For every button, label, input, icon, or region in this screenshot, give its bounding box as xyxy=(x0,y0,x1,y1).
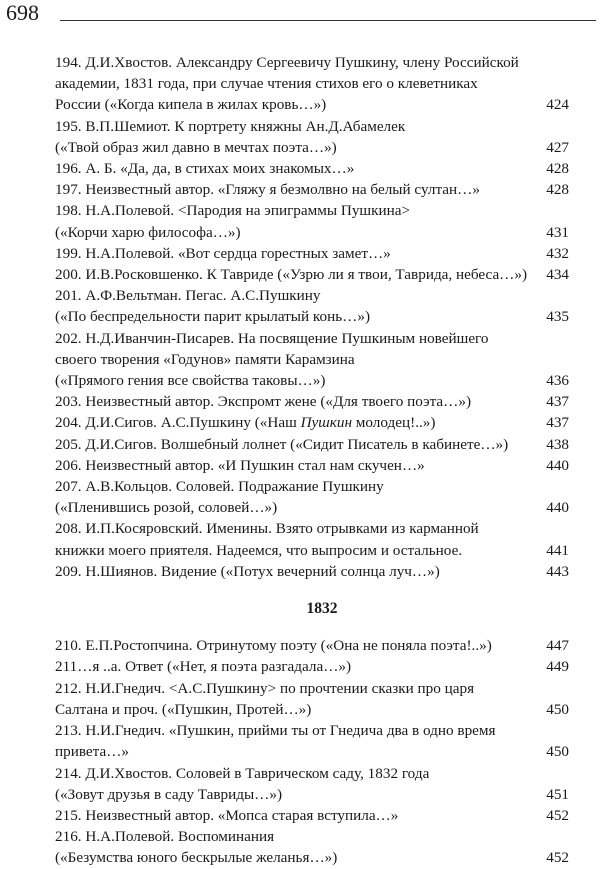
toc-entry xyxy=(55,179,569,200)
toc-entry-page-number: 441 xyxy=(546,541,569,559)
toc-entry xyxy=(55,200,569,242)
toc-entry-page-number: 432 xyxy=(546,244,569,262)
toc-entry-page-number: 434 xyxy=(546,266,569,284)
toc-entry xyxy=(55,391,569,412)
toc-entry-page-number: 440 xyxy=(546,499,569,517)
toc-entry-text: 216. Н.А.Полевой. Воспоминания xyxy=(55,828,275,846)
toc-entry-line xyxy=(55,635,569,656)
toc-entry xyxy=(55,264,569,285)
toc-entry-text: 207. А.В.Кольцов. Соловей. Подражание Пушкину xyxy=(55,478,384,496)
toc-entry-page-number: 424 xyxy=(546,96,569,114)
toc-entry-text: 202. Н.Д.Иванчин-Писарев. На посвящение Пушкиным новейшего xyxy=(55,329,489,347)
toc-entry-text-part: 204. Д.И.Сигов. А.С.Пушкину («Наш xyxy=(55,414,301,432)
toc-entry xyxy=(55,561,569,582)
toc-entry-line xyxy=(55,370,569,391)
toc-entry-text: 196. А. Б. «Да, да, в стихах моих знакомых…» xyxy=(55,160,355,178)
toc-entry-line xyxy=(55,518,569,539)
section-year-heading: 1832 xyxy=(306,600,338,618)
toc-entry-text: 195. В.П.Шемиот. К портрету княжны Ан.Д.Абамелек xyxy=(55,117,406,135)
toc-entry-text: 199. Н.А.Полевой. «Вот сердца горестных замет…» xyxy=(55,244,391,262)
toc-entry xyxy=(55,434,569,455)
toc-entry-text: своего творения «Годунов» памяти Карамзина xyxy=(55,350,355,368)
toc-entry-page-number: 436 xyxy=(546,372,569,390)
toc-entry-line xyxy=(55,741,569,762)
toc-entry-line xyxy=(55,328,569,349)
toc-entry-line xyxy=(55,200,569,221)
toc-entry-page-number: 428 xyxy=(546,160,569,178)
toc-entry-text: привета…» xyxy=(55,743,130,761)
toc-entry-line xyxy=(55,476,569,497)
toc-entry-line xyxy=(55,94,569,115)
toc-entry xyxy=(55,243,569,264)
toc-entry xyxy=(55,805,569,826)
toc-section-before xyxy=(55,52,569,582)
toc-entry xyxy=(55,158,569,179)
toc-entry-text: («Прямого гения все свойства таковы…») xyxy=(55,372,326,390)
toc-entry-text: книжки моего приятеля. Надеемся, что выпросим и остальное. xyxy=(55,541,463,559)
toc-entry-page-number: 443 xyxy=(546,562,569,580)
toc-entry-page-number: 437 xyxy=(546,393,569,411)
toc-entry-page-number: 450 xyxy=(546,743,569,761)
toc-entry-text-italic: Пушкин xyxy=(300,414,352,432)
toc-entry-text: 201. А.Ф.Вельтман. Пегас. А.С.Пушкину xyxy=(55,287,321,305)
toc-entry-text: 194. Д.И.Хвостов. Александру Сергеевичу Пушкину, члену Российской xyxy=(55,54,519,71)
toc-entry-line xyxy=(55,720,569,741)
toc-entry-text: («Корчи харю философа…») xyxy=(55,223,241,241)
toc-entry-text: («Безумства юного бескрылые желанья…») xyxy=(55,849,338,867)
toc-entry xyxy=(55,455,569,476)
toc-entry-page-number: 435 xyxy=(546,308,569,326)
toc-entry-page-number: 440 xyxy=(546,456,569,474)
table-of-contents xyxy=(55,52,569,869)
toc-entry-line xyxy=(55,412,569,433)
toc-entry-text: («Пленившись розой, соловей…») xyxy=(55,499,278,517)
toc-entry-text: академии, 1831 года, при случае чтения стихов его о клеветниках xyxy=(55,75,478,93)
toc-entry-text: России («Когда кипела в жилах кровь…») xyxy=(55,96,327,114)
toc-entry-text: 209. Н.Шиянов. Видение («Потух вечерний солнца луч…») xyxy=(55,562,440,580)
toc-entry-text: 208. И.П.Косяровский. Именины. Взято отрывками из карманной xyxy=(55,520,479,538)
toc-entry xyxy=(55,678,569,720)
toc-entry-text: («Зовут друзья в саду Тавриды…») xyxy=(55,785,283,803)
toc-entry-line xyxy=(55,158,569,179)
toc-entry-text: 214. Д.И.Хвостов. Соловей в Таврическом саду, 1832 года xyxy=(55,764,430,782)
toc-entry xyxy=(55,328,569,392)
toc-entry xyxy=(55,826,569,868)
toc-entry-text: 205. Д.И.Сигов. Волшебный лолнет («Сидит Писатель в кабинете…») xyxy=(55,435,509,453)
toc-entry-line xyxy=(55,116,569,137)
toc-section-after xyxy=(55,635,569,868)
toc-entry-page-number: 428 xyxy=(546,181,569,199)
toc-entry xyxy=(55,720,569,762)
toc-entry-text: 197. Неизвестный автор. «Гляжу я безмолвно на белый султан…» xyxy=(55,181,480,199)
toc-entry-page-number: 449 xyxy=(546,658,569,676)
toc-entry-line xyxy=(55,285,569,306)
toc-entry xyxy=(55,635,569,656)
toc-entry-line xyxy=(55,137,569,158)
toc-entry-page-number: 447 xyxy=(546,637,569,655)
toc-entry xyxy=(55,656,569,677)
toc-entry xyxy=(55,285,569,327)
toc-entry-line xyxy=(55,391,569,412)
toc-entry-page-number: 452 xyxy=(546,849,569,867)
toc-entry-page-number: 431 xyxy=(546,223,569,241)
toc-entry-text: 210. Е.П.Ростопчина. Отринутому поэту («Она не поняла поэта!..») xyxy=(55,637,492,655)
toc-entry-text: Салтана и проч. («Пушкин, Протей…») xyxy=(55,700,312,718)
toc-entry-text: 200. И.В.Росковшенко. К Тавриде («Узрю ли я твои, Таврида, небеса…») xyxy=(55,266,528,284)
toc-entry-page-number: 452 xyxy=(546,806,569,824)
toc-entry-page-number: 450 xyxy=(546,700,569,718)
toc-entry xyxy=(55,412,569,433)
toc-entry xyxy=(55,476,569,518)
toc-entry-line xyxy=(55,73,569,94)
toc-entry-text xyxy=(55,412,529,433)
toc-entry-text: 215. Неизвестный автор. «Мопса старая вступила…» xyxy=(55,806,399,824)
toc-entry-line xyxy=(55,306,569,327)
toc-entry-page-number: 437 xyxy=(546,414,569,432)
toc-entry-line xyxy=(55,805,569,826)
toc-entry xyxy=(55,52,569,116)
header-rule xyxy=(60,20,596,21)
toc-entry-line xyxy=(55,179,569,200)
toc-entry-line xyxy=(55,455,569,476)
toc-entry-line xyxy=(55,763,569,784)
toc-entry-page-number: 427 xyxy=(546,138,569,156)
toc-entry-line xyxy=(55,678,569,699)
toc-entry-text: 211…я ..а. Ответ («Нет, я поэта разгадала…») xyxy=(55,658,352,676)
toc-entry-text: 206. Неизвестный автор. «И Пушкин стал нам скучен…» xyxy=(55,456,425,474)
toc-entry-text: 212. Н.И.Гнедич. <А.С.Пушкину> по прочтении сказки про царя xyxy=(55,679,475,697)
toc-entry-text: 213. Н.И.Гнедич. «Пушкин, прийми ты от Гнедича два в одно время xyxy=(55,722,496,740)
toc-entry-text: 198. Н.А.Полевой. <Пародия на эпиграммы Пушкина> xyxy=(55,202,411,220)
toc-entry-line xyxy=(55,826,569,847)
toc-entry-line xyxy=(55,349,569,370)
toc-entry-line xyxy=(55,561,569,582)
toc-entry-line xyxy=(55,222,569,243)
toc-entry-line xyxy=(55,264,569,285)
toc-entry-line xyxy=(55,699,569,720)
toc-entry-text: («Твой образ жил давно в мечтах поэта…») xyxy=(55,138,337,156)
toc-entry-line xyxy=(55,497,569,518)
toc-entry-line xyxy=(55,847,569,868)
toc-entry-page-number: 438 xyxy=(546,435,569,453)
toc-entry-text: 203. Неизвестный автор. Экспромт жене («Для твоего поэта…») xyxy=(55,393,472,411)
toc-entry-page-number: 451 xyxy=(546,785,569,803)
toc-entry xyxy=(55,763,569,805)
toc-entry-line xyxy=(55,656,569,677)
toc-entry-line xyxy=(55,784,569,805)
page-number: 698 xyxy=(6,0,39,25)
toc-entry xyxy=(55,116,569,158)
toc-entry-line xyxy=(55,540,569,561)
toc-entry-line xyxy=(55,52,569,73)
toc-entry-text-part: молодец!..») xyxy=(352,414,436,432)
toc-entry-line xyxy=(55,434,569,455)
toc-entry xyxy=(55,518,569,560)
toc-entry-text: («По беспредельности парит крылатый конь…») xyxy=(55,308,371,326)
toc-entry-line xyxy=(55,243,569,264)
